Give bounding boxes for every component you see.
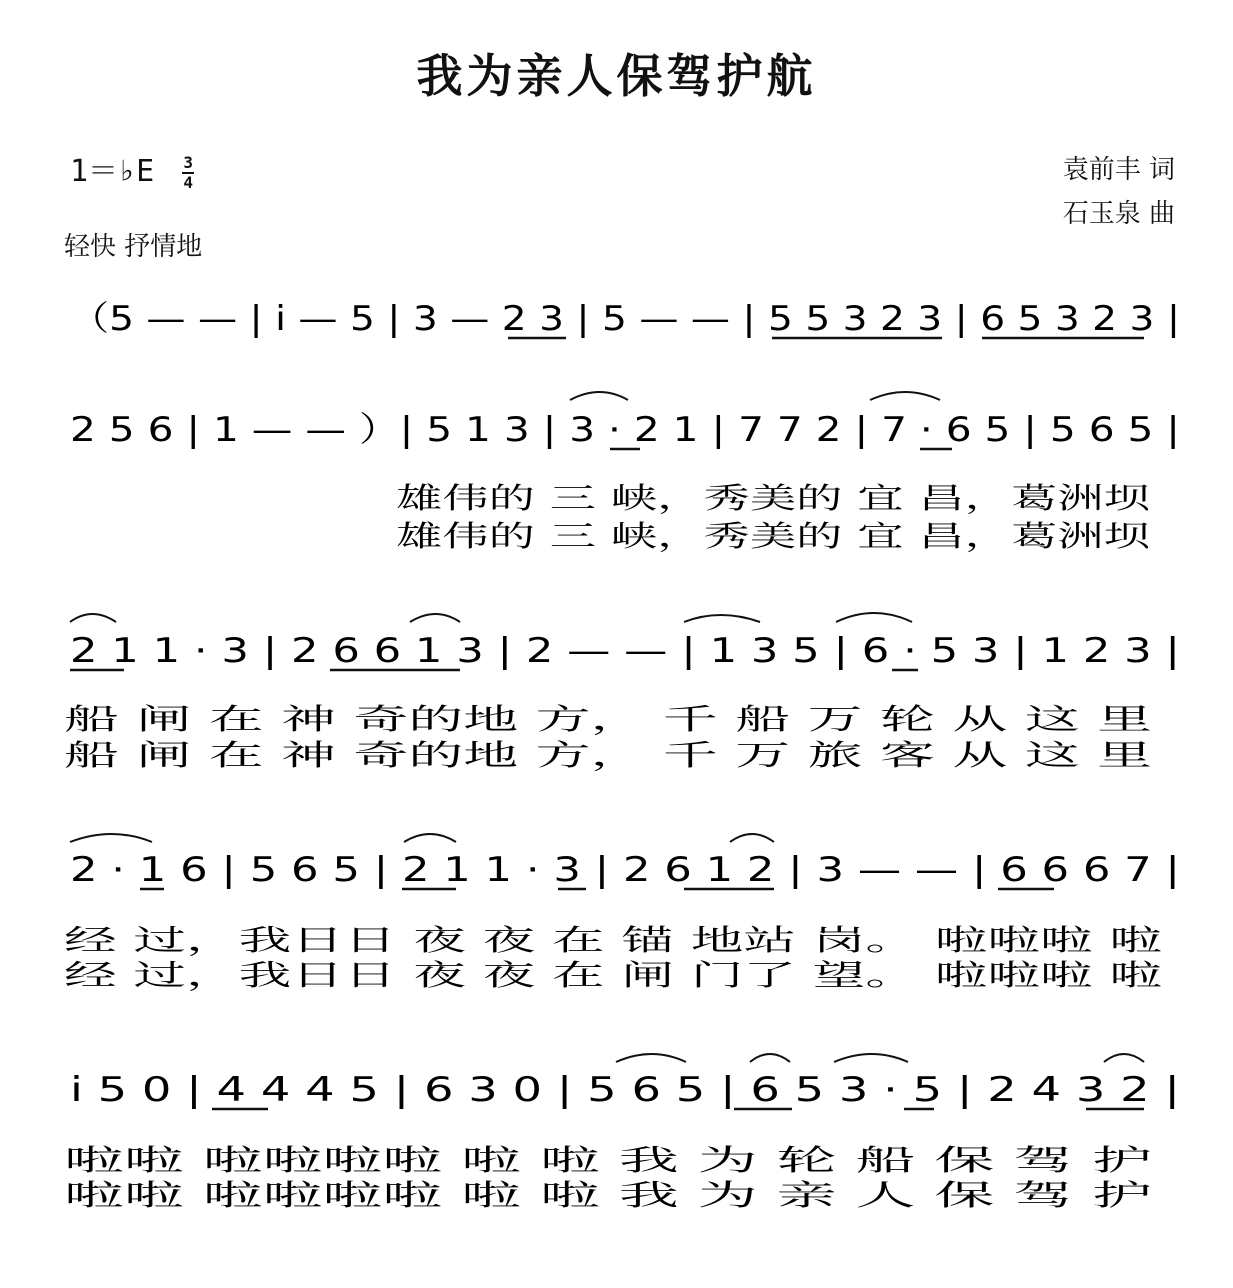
lyric-row-2-verse-1: 雄伟的 三 峡，秀美的 宜 昌，葛洲坝 bbox=[396, 481, 1152, 515]
meter-bottom: 4 bbox=[183, 172, 194, 192]
song-title: 我为亲人保驾护航 bbox=[416, 49, 817, 103]
tempo-marking: 轻快 抒情地 bbox=[64, 232, 203, 262]
lyric-row-3-verse-1: 船 闸 在 神 奇的地 方， 千 船 万 轮 从 这 里 bbox=[64, 702, 1152, 736]
lyric-row-5-verse-1: 啦啦 啦啦啦啦 啦 啦 我 为 轮 船 保 驾 护 bbox=[64, 1143, 1152, 1177]
notes-row-1: （5 — — | i — 5 | 3 — 2 3 | 5 — — | 5 5 3 2 3 | 6 5 3 2 3 | bbox=[70, 299, 1180, 339]
key-text: 1＝♭E bbox=[70, 154, 155, 189]
lyric-row-3-verse-2: 船 闸 在 神 奇的地 方， 千 万 旅 客 从 这 里 bbox=[64, 738, 1152, 772]
composer: 石玉泉 曲 bbox=[1062, 199, 1175, 229]
lyricist: 袁前丰 词 bbox=[1062, 155, 1175, 185]
lyric-row-4-verse-1: 经 过，我日日 夜 夜 在 锚 地站 岗。 啦啦啦 啦 bbox=[64, 923, 1162, 957]
notes-row-4: 2 · 1 6 | 5 6 5 | 2 1 1 · 3 | 2 6 1 2 | 3 — — | 6 6 6 7 | bbox=[70, 850, 1180, 890]
meter-top: 3 bbox=[183, 152, 194, 172]
notes-row-3: 2 1 1 · 3 | 2 6 6 1 3 | 2 — — | 1 3 5 | 6 · 5 3 | 1 2 3 | bbox=[70, 631, 1180, 671]
lyric-row-4-verse-2: 经 过，我日日 夜 夜 在 闸 门了 望。 啦啦啦 啦 bbox=[64, 958, 1162, 992]
notes-row-2: 2 5 6 | 1 — — ）| 5 1 3 | 3 · 2 1 | 7 7 2 | 7 · 6 5 | 5 6 5 | bbox=[70, 410, 1180, 450]
notes-row-5: i 5 0 | 4 4 4 5 | 6 3 0 | 5 6 5 | 6 5 3 · 5 | 2 4 3 2 | bbox=[70, 1070, 1180, 1110]
lyric-row-2-verse-2: 雄伟的 三 峡，秀美的 宜 昌，葛洲坝 bbox=[396, 519, 1152, 553]
lyric-row-5-verse-2: 啦啦 啦啦啦啦 啦 啦 我 为 亲 人 保 驾 护 bbox=[64, 1178, 1152, 1212]
